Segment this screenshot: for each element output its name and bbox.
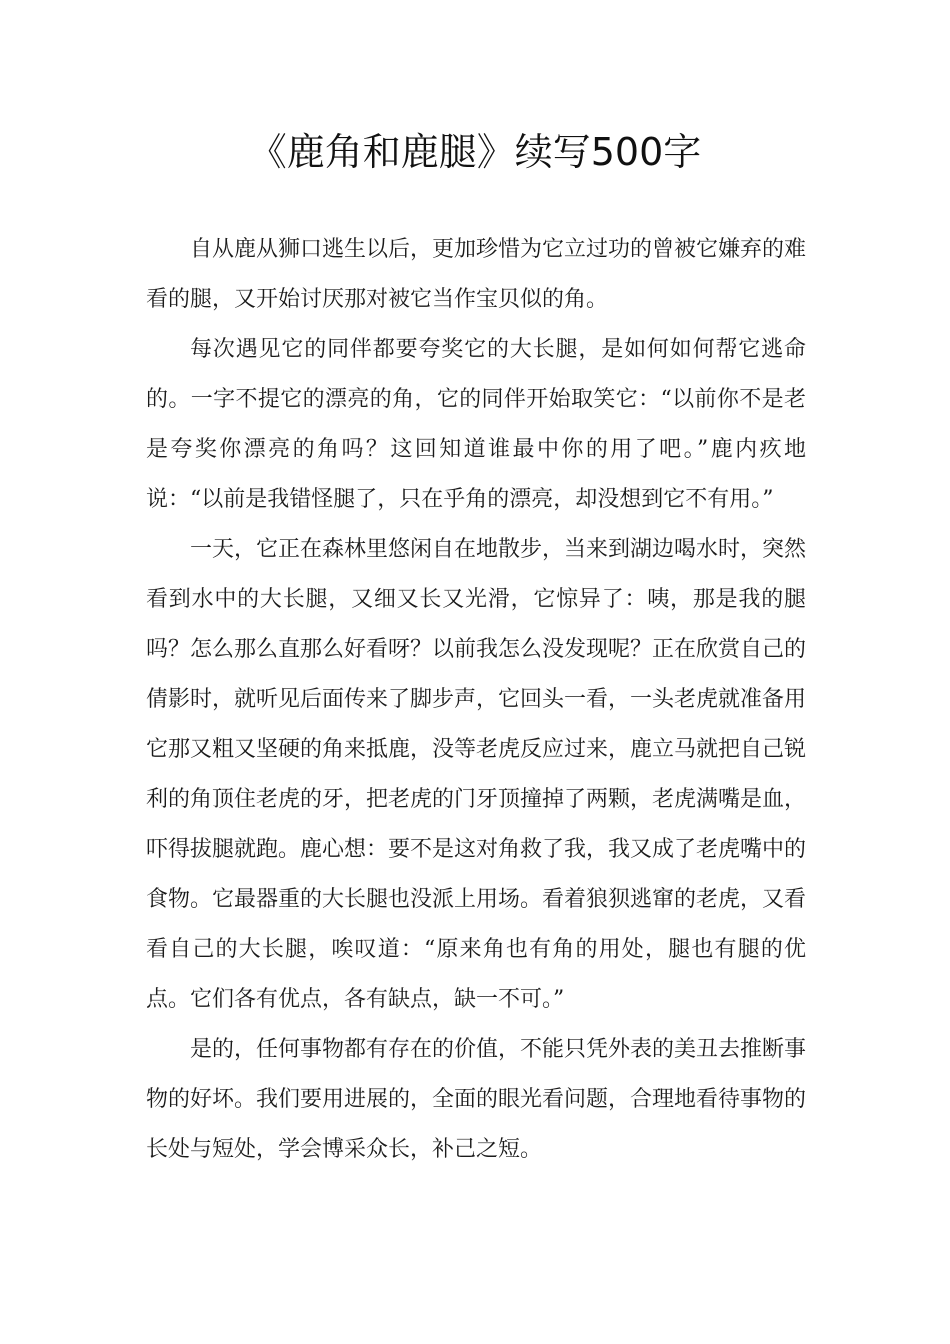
paragraph-2: 每次遇见它的同伴都要夸奖它的大长腿，是如何如何帮它逃命的。一字不提它的漂亮的角，它的同伴开始取笑它：“以前你不是老是夸奖你漂亮的角吗？这回知道谁最中你的用了吧。”鹿内疚地说：“以前是我错怪腿了，只在乎角的漂亮，却没想到它不有用。” — [146, 337, 806, 512]
paragraph-4: 是的，任何事物都有存在的价值，不能只凭外表的美丑去推断事物的好坏。我们要用进展的，全面的眼光看问题，合理地看待事物的长处与短处，学会博采众长，补己之短。 — [146, 1037, 807, 1162]
document-title: 《鹿角和鹿腿》续写500字 — [248, 130, 702, 174]
document-body — [146, 225, 806, 1175]
paragraph-1: 自从鹿从狮口逃生以后，更加珍惜为它立过功的曾被它嫌弃的难看的腿，又开始讨厌那对被它当作宝贝似的角。 — [146, 237, 807, 312]
paragraph-3: 一天，它正在森林里悠闲自在地散步，当来到湖边喝水时，突然看到水中的大长腿，又细又长又光滑，它惊异了：咦，那是我的腿吗？怎么那么直那么好看呀？以前我怎么没发现呢？正在欣赏自己的倩影时，就听见后面传来了脚步声，它回头一看，一头老虎就准备用它那又粗又坚硬的角来抵鹿，没等老虎反应过来，鹿立马就把自己锐利的角顶住老虎的牙，把老虎的门牙顶撞掉了两颗，老虎满嘴是血，吓得拔腿就跑。鹿心想：要不是这对角救了我，我又成了老虎嘴中的食物。它最器重的大长腿也没派上用场。看着狼狈逃窜的老虎，又看看自己的大长腿，唉叹道：“原来角也有角的用处，腿也有腿的优点。它们各有优点，各有缺点，缺一不可。” — [146, 537, 807, 1012]
